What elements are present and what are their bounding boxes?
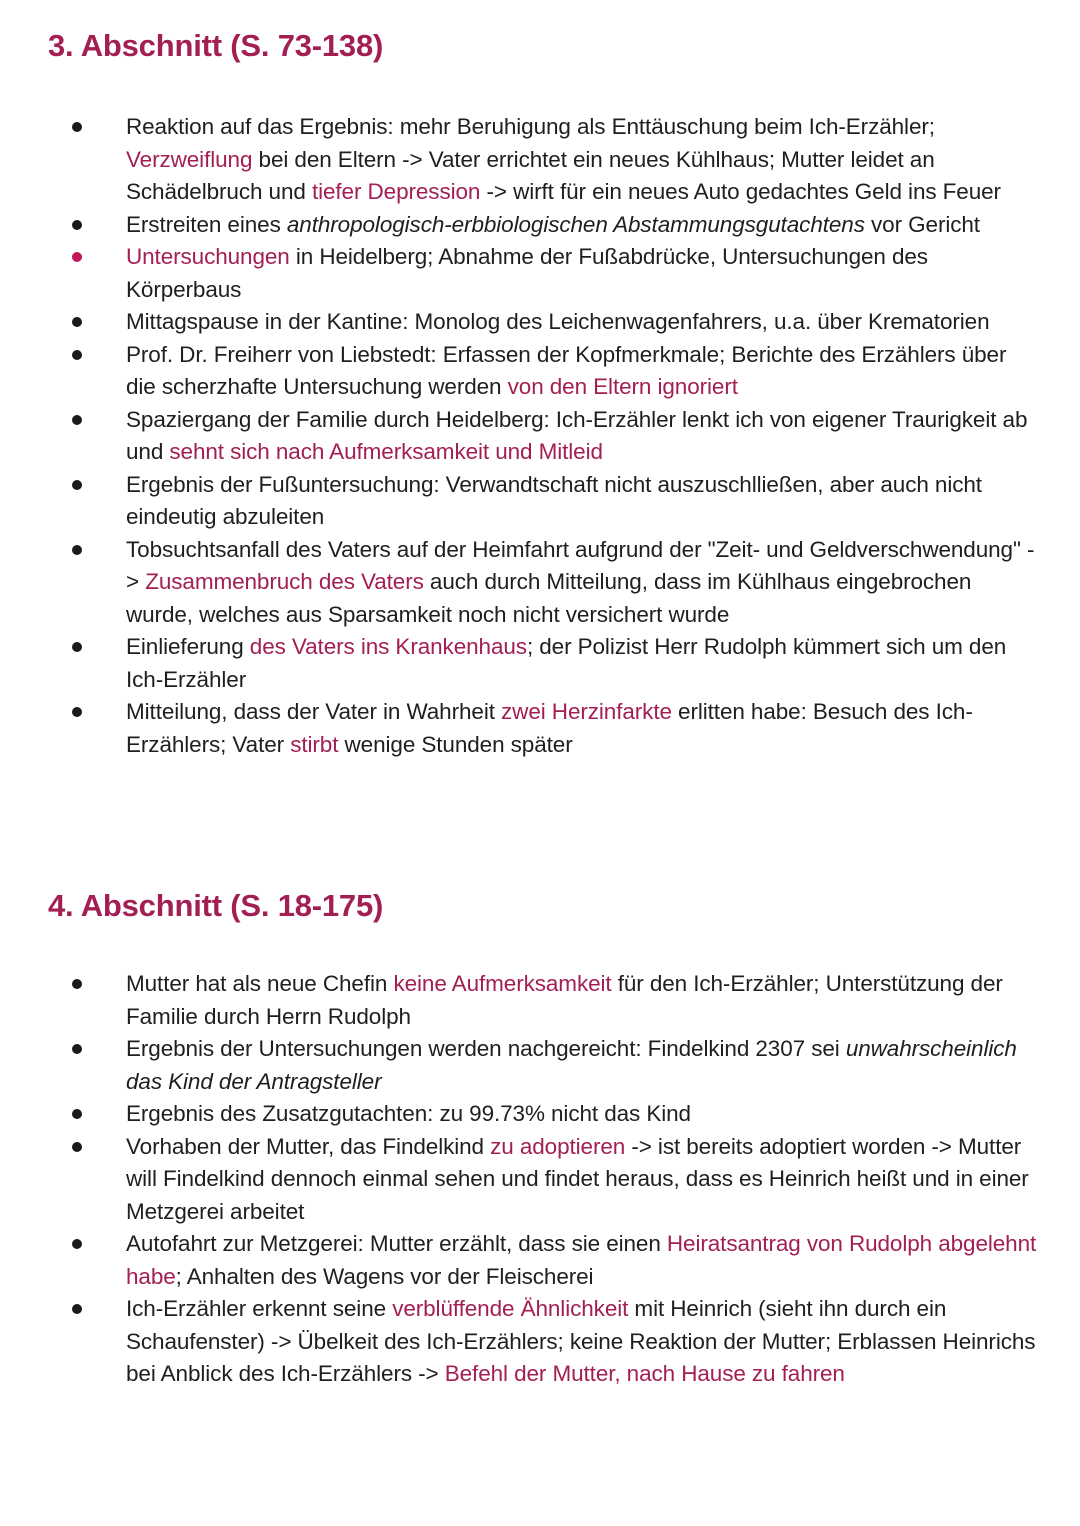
section-3-list <box>0 111 1080 761</box>
text-segment: -> wirft für ein neues Auto gedachtes Geld ins Feuer <box>480 179 1001 204</box>
text-segment: Spaziergang der Familie durch Heidelberg: Ich-Erzähler lenkt ich von eigener Traurigkeit ab und <box>126 406 1028 464</box>
text-segment: Ergebnis der Untersuchungen werden nachgereicht: Findelkind 2307 sei <box>126 1036 846 1061</box>
highlighted-text: des Vaters ins Krankenhaus <box>249 634 527 659</box>
bullet-icon <box>72 642 82 652</box>
text-segment: bei den Eltern -> Vater errichtet ein neues Kühlhaus; Mutter leidet an Schädelbruch und <box>126 146 935 204</box>
text-segment: vor Gericht <box>864 211 980 237</box>
highlighted-text: Zusammenbruch des Vaters <box>145 569 424 594</box>
list-item <box>0 306 1080 339</box>
highlighted-text: von den Eltern ignoriert <box>507 374 738 399</box>
bullet-icon <box>72 350 82 360</box>
highlighted-text: Heiratsantrag von Rudolph abgelehnt habe <box>126 1231 1037 1289</box>
bullet-icon <box>72 252 82 262</box>
text-segment: Erstreiten eines <box>126 211 287 237</box>
bullet-icon <box>72 1239 82 1249</box>
highlighted-text: Befehl der Mutter, nach Hause zu fahren <box>444 1361 845 1386</box>
list-item <box>0 404 1080 469</box>
highlighted-text: keine Aufmerksamkeit <box>393 971 612 996</box>
bullet-icon <box>72 415 82 425</box>
bullet-icon <box>72 317 82 327</box>
highlighted-text: Untersuchungen <box>126 244 290 269</box>
bullet-icon <box>72 707 82 717</box>
bullet-icon <box>72 1304 82 1314</box>
text-segment: Mutter hat als neue Chefin <box>126 971 394 996</box>
bullet-icon <box>72 1044 82 1054</box>
text-segment: erlitten habe: Besuch des Ich-Erzählers; Vater <box>126 699 973 757</box>
highlighted-text: zwei Herzinfarkte <box>501 699 672 724</box>
list-item <box>0 469 1080 534</box>
text-segment: Vorhaben der Mutter, das Findelkind <box>126 1133 491 1159</box>
section-3-title: 3. Abschnitt (S. 73-138) <box>48 28 384 63</box>
highlighted-text: zu adoptieren <box>490 1133 626 1159</box>
bullet-icon <box>72 1142 82 1152</box>
text-segment: Mitteilung, dass der Vater in Wahrheit <box>126 699 502 724</box>
bullet-icon <box>72 979 82 989</box>
list-item <box>0 1098 1080 1131</box>
list-item <box>0 1131 1080 1229</box>
text-segment: Prof. Dr. Freiherr von Liebstedt: Erfassen der Kopfmerkmale; Berichte des Erzählers über die scherzhafte Untersuchung werden <box>126 341 1007 399</box>
list-item <box>0 241 1080 306</box>
text-segment: mit Heinrich (sieht ihn durch ein Schaufenster) -> Übelkeit des Ich-Erzählers; keine Reaktion der Mutter; Erblassen Heinrichs bei Anblick des Ich-Erzählers -> <box>126 1296 1036 1386</box>
bullet-icon <box>72 1109 82 1119</box>
text-segment: Reaktion auf das Ergebnis: mehr Beruhigung als Enttäuschung beim Ich-Erzähler; <box>126 114 935 139</box>
list-item <box>0 1293 1080 1391</box>
text-segment: Einlieferung <box>126 634 250 659</box>
italic-text: unwahrscheinlich das Kind der Antragsteller <box>126 1036 1017 1094</box>
list-item <box>0 631 1080 696</box>
text-segment: in Heidelberg; Abnahme der Fußabdrücke, Untersuchungen des Körperbaus <box>126 244 928 302</box>
text-segment: Autofahrt zur Metzgerei: Mutter erzählt, dass sie einen <box>126 1231 667 1256</box>
list-item <box>0 209 1080 242</box>
text-segment: auch durch Mitteilung, dass im Kühlhaus eingebrochen wurde, welches aus Sparsamkeit noch nicht versichert wurde <box>126 569 972 627</box>
bullet-icon <box>72 545 82 555</box>
text-segment: Ergebnis des Zusatzgutachten: zu 99.73% nicht das Kind <box>126 1101 691 1126</box>
highlighted-text: verblüffende Ähnlichkeit <box>392 1296 629 1321</box>
highlighted-text: Verzweiflung <box>126 146 253 172</box>
text-segment: ; der Polizist Herr Rudolph kümmert sich um den Ich-Erzähler <box>126 634 1007 692</box>
list-item <box>0 1228 1080 1293</box>
bullet-icon <box>72 122 82 132</box>
list-item <box>0 534 1080 632</box>
list-item <box>0 1033 1080 1098</box>
list-item <box>0 339 1080 404</box>
text-segment: für den Ich-Erzähler; Unterstützung der Familie durch Herrn Rudolph <box>126 971 1003 1029</box>
list-item <box>0 696 1080 761</box>
list-item <box>0 111 1080 209</box>
section-4-title: 4. Abschnitt (S. 18-175) <box>48 888 384 923</box>
italic-text: anthropologisch-erbbiologischen Abstammungsgutachtens <box>286 211 865 237</box>
text-segment: wenige Stunden später <box>338 731 573 757</box>
text-segment: Ergebnis der Fußuntersuchung: Verwandtschaft nicht auszuschlließen, aber auch nicht eindeutig abzuleiten <box>126 471 982 529</box>
text-segment: Ich-Erzähler erkennt seine <box>126 1296 393 1321</box>
text-segment: Mittagspause in der Kantine: Monolog des Leichenwagenfahrers, u.a. über Krematorien <box>126 309 990 334</box>
highlighted-text: sehnt sich nach Aufmerksamkeit und Mitleid <box>169 439 603 464</box>
highlighted-text: tiefer Depression <box>311 179 481 204</box>
text-segment: Tobsuchtsanfall des Vaters auf der Heimfahrt aufgrund der "Zeit- und Geldverschwendung" -> <box>126 536 1035 594</box>
text-segment: -> ist bereits adoptiert worden -> Mutter will Findelkind dennoch einmal sehen und findet heraus, dass es Heinrich heißt und in einer Metzgerei arbeitet <box>126 1133 1029 1224</box>
text-segment: ; Anhalten des Wagens vor der Fleischerei <box>175 1263 594 1289</box>
list-item <box>0 968 1080 1033</box>
bullet-icon <box>72 220 82 230</box>
highlighted-text: stirbt <box>290 731 339 757</box>
section-4-list <box>0 968 1080 1391</box>
bullet-icon <box>72 480 82 490</box>
